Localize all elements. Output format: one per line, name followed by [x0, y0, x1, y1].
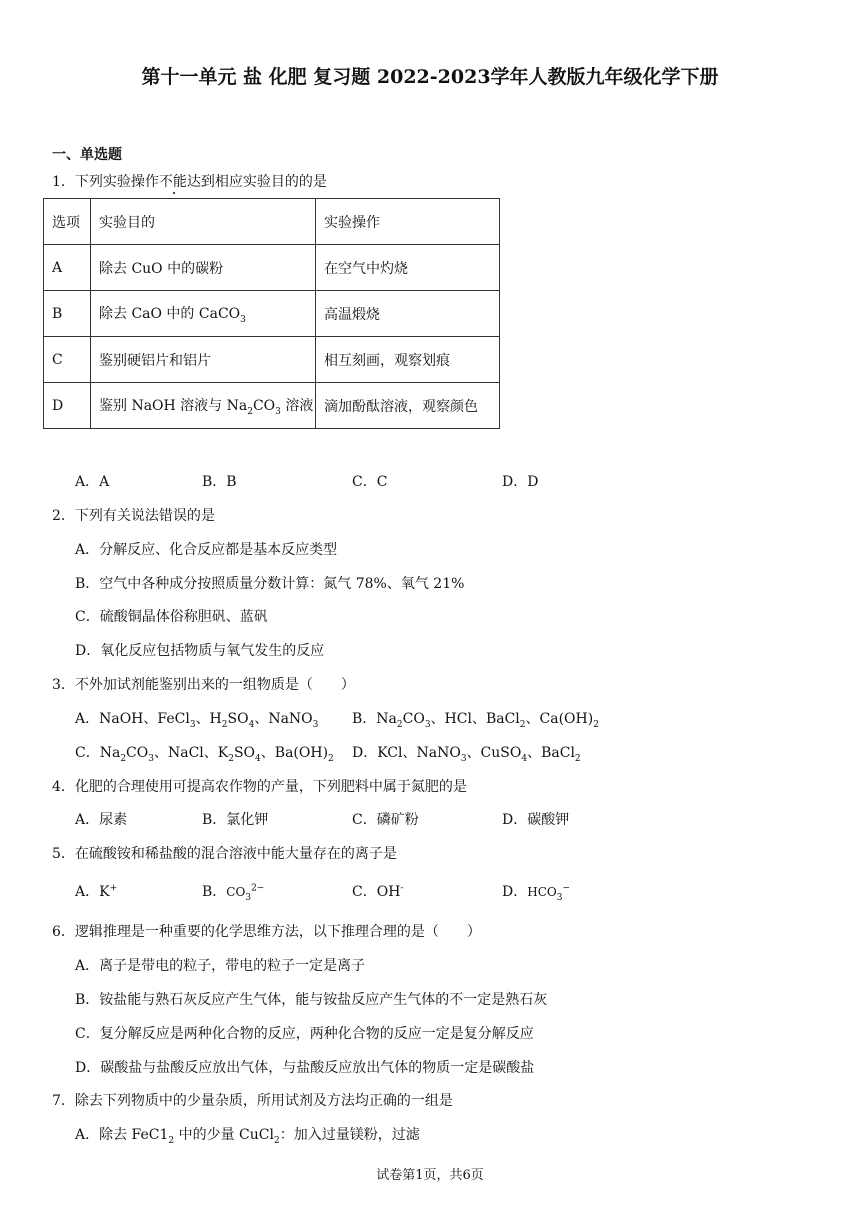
table-cell-purpose: 鉴别硬铝片和铝片 — [91, 337, 316, 383]
page-footer: 试卷第1页，共6页 — [376, 1168, 484, 1183]
question-4-stem: 4．化肥的合理使用可提高农作物的产量，下列肥料中属于氮肥的是 — [52, 779, 467, 795]
question-3-stem: 3．不外加试剂能鉴别出来的一组物质是（ ） — [52, 677, 355, 693]
table-header-cell: 实验操作 — [316, 199, 500, 245]
q5-option-d[interactable]: D．$HCO_3^-$ — [502, 883, 570, 903]
q2-option-c[interactable]: C．硫酸铜晶体俗称胆矾、蓝矾 — [75, 609, 268, 625]
table-cell-option: D — [44, 383, 91, 429]
q3-option-a[interactable]: A．NaOH、FeCl$_3$、$H_2SO_4$、NaNO$_3$ — [75, 711, 319, 730]
q1-option-a[interactable]: A．A — [75, 474, 110, 490]
question-7-stem: 7．除去下列物质中的少量杂质，所用试剂及方法均正确的一组是 — [52, 1093, 453, 1109]
q2-option-b[interactable]: B．空气中各种成分按照质量分数计算：氮气 78%、氧气 21% — [75, 576, 465, 592]
q4-option-d[interactable]: D．碳酸钾 — [502, 812, 570, 828]
question-2-stem: 2．下列有关说法错误的是 — [52, 508, 215, 524]
q5-option-c[interactable]: C．OH- — [352, 883, 404, 900]
question-1-stem: 1．下列实验操作不能达到相应实验目的的是 — [52, 174, 327, 190]
q3-option-c[interactable]: C．$Na_2CO_3$、NaCl、$K_2SO_4$、$Ba(OH)_2$ — [75, 745, 334, 764]
question-6-stem: 6．逻辑推理是一种重要的化学思维方法，以下推理合理的是（ ） — [52, 924, 481, 940]
table-cell-purpose: 除去 CuO 中的碳粉 — [91, 245, 316, 291]
q6-option-b[interactable]: B．铵盐能与熟石灰反应产生气体，能与铵盐反应产生气体的不一定是熟石灰 — [75, 992, 548, 1008]
q5-option-b[interactable]: B．$CO_3^{2-}$ — [202, 883, 265, 903]
table-cell-operation: 在空气中灼烧 — [316, 245, 500, 291]
question-5-stem: 5．在硫酸铵和稀盐酸的混合溶液中能大量存在的离子是 — [52, 846, 397, 862]
q4-option-b[interactable]: B．氯化钾 — [202, 812, 269, 828]
section-heading: 一、单选题 — [52, 147, 122, 163]
table-cell-operation: 滴加酚酞溶液，观察颜色 — [316, 383, 500, 429]
question-1-table — [43, 198, 500, 429]
table-row — [44, 245, 500, 291]
table-cell-purpose: 除去 CaO 中的 CaCO$_3$ — [91, 291, 316, 337]
table-header-cell: 选项 — [44, 199, 91, 245]
q6-option-a[interactable]: A．离子是带电的粒子，带电的粒子一定是离子 — [75, 958, 366, 974]
q1-option-b[interactable]: B．B — [202, 474, 237, 490]
q1-option-c[interactable]: C．C — [352, 474, 388, 490]
page-title: 第十一单元 盐 化肥 复习题 2022-2023学年人教版九年级化学下册 — [141, 66, 719, 88]
table-cell-operation: 相互刻画，观察划痕 — [316, 337, 500, 383]
table-header-row — [44, 199, 500, 245]
q6-option-d[interactable]: D．碳酸盐与盐酸反应放出气体，与盐酸反应放出气体的物质一定是碳酸盐 — [75, 1060, 535, 1076]
q7-option-a[interactable]: A．除去 $FeC1_2$ 中的少量 CuCl$_2$：加入过量镁粉，过滤 — [75, 1127, 420, 1146]
table-cell-option: C — [44, 337, 91, 383]
q2-option-d[interactable]: D．氧化反应包括物质与氧气发生的反应 — [75, 643, 325, 659]
q6-option-c[interactable]: C．复分解反应是两种化合物的反应，两种化合物的反应一定是复分解反应 — [75, 1026, 534, 1042]
table-cell-option: B — [44, 291, 91, 337]
q3-option-b[interactable]: B．$Na_2CO_3$、HCl、BaCl$_2$、$Ca(OH)_2$ — [352, 711, 599, 730]
q2-option-a[interactable]: A．分解反应、化合反应都是基本反应类型 — [75, 542, 338, 558]
q5-option-a[interactable]: A．K+ — [75, 883, 118, 900]
q1-option-d[interactable]: D．D — [502, 474, 539, 490]
table-cell-option: A — [44, 245, 91, 291]
table-row — [44, 383, 500, 429]
q4-option-c[interactable]: C．磷矿粉 — [352, 812, 419, 828]
table-row — [44, 291, 500, 337]
q4-option-a[interactable]: A．尿素 — [75, 812, 128, 828]
q3-option-d[interactable]: D．KCl、NaNO$_3$、CuSO$_4$、BaCl$_2$ — [352, 745, 581, 764]
table-header-cell: 实验目的 — [91, 199, 316, 245]
table-cell-operation: 高温煅烧 — [316, 291, 500, 337]
table-cell-purpose: 鉴别 NaOH 溶液与 $Na_2CO_3$ 溶液 — [91, 383, 316, 429]
table-row — [44, 337, 500, 383]
